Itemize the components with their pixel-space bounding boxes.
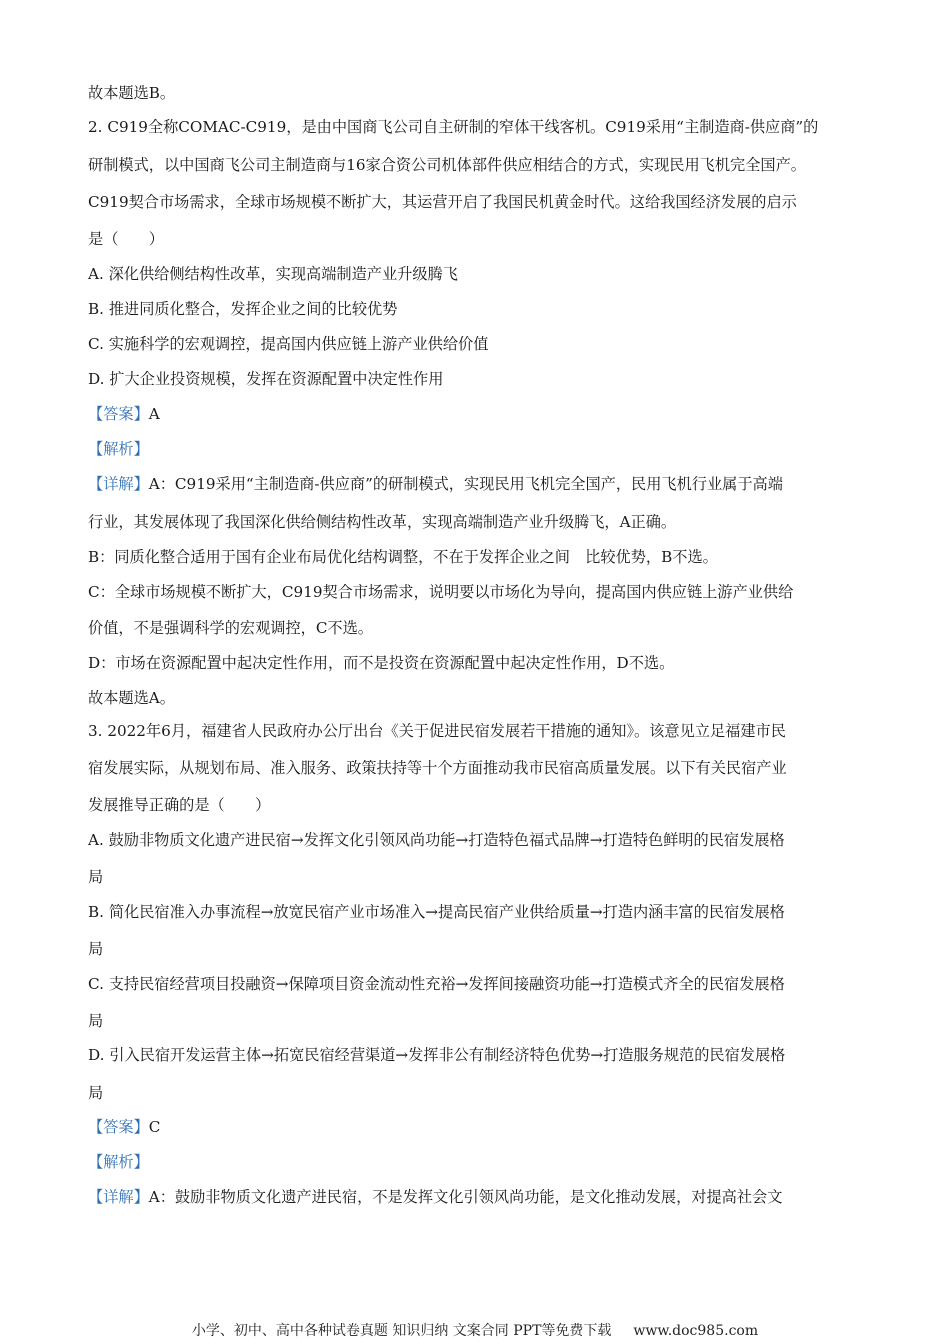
option-a: A. 深化供给侧结构性改革，实现高端制造产业升级腾飞 <box>88 265 458 283</box>
analysis-line <box>88 439 149 459</box>
option-d: D. 引入民宿开发运营主体→拓宽民宿经营渠道→发挥非公有制经济特色优势→打造服务规范的民宿发展格 <box>88 1046 786 1064</box>
option-c: C. 支持民宿经营项目投融资→保障项目资金流动性充裕→发挥间接融资功能→打造模式齐全的民宿发展格 <box>88 975 785 993</box>
detail-line: 【详解】A：C919采用“主制造商-供应商”的研制模式，实现民用飞机完全国产，民用飞机行业属于高端 <box>88 475 783 493</box>
text-line: 故本题选A。 <box>88 689 175 707</box>
text-line: 故本题选B。 <box>88 84 176 102</box>
text-line: D：市场在资源配置中起决定性作用，而不是投资在资源配置中起决定性作用，D不选。 <box>88 654 675 672</box>
detail-tag: 【详解】 <box>88 1188 149 1206</box>
analysis-tag: 【解析】 <box>88 440 149 458</box>
detail-line: 【详解】A：鼓励非物质文化遗产进民宿，不是发挥文化引领风尚功能，是文化推动发展，对提高社会文 <box>88 1188 783 1206</box>
option-c: C. 实施科学的宏观调控，提高国内供应链上游产业供给价值 <box>88 335 489 353</box>
text-line: C919契合市场需求，全球市场规模不断扩大，其运营开启了我国民机黄金时代。这给我国经济发展的启示 <box>88 193 797 211</box>
detail-tag: 【详解】 <box>88 475 149 493</box>
answer-line: 【答案】A <box>88 405 160 423</box>
text-line: 局 <box>88 1012 104 1030</box>
answer-tag: 【答案】 <box>88 405 149 423</box>
question-3-stem: 3. 2022年6月，福建省人民政府办公厅出台《关于促进民宿发展若干措施的通知》。该意见立足福建市民 <box>88 722 786 740</box>
text-line: 价值，不是强调科学的宏观调控，C不选。 <box>88 619 373 637</box>
analysis-tag: 【解析】 <box>88 1153 149 1171</box>
answer-line: 【答案】C <box>88 1118 161 1136</box>
analysis-line <box>88 1152 149 1172</box>
question-2-stem: 2. C919全称COMAC-C919，是由中国商飞公司自主研制的窄体干线客机。C919采用“主制造商-供应商”的 <box>88 118 819 136</box>
page-footer <box>0 1322 950 1340</box>
footer-text: 小学、初中、高中各种试卷真题 知识归纳 文案合同 PPT等免费下载 <box>191 1323 612 1339</box>
text-line: 研制模式，以中国商飞公司主制造商与16家合资公司机体部件供应相结合的方式，实现民用飞机完全国产。 <box>88 156 806 174</box>
text-line: 局 <box>88 868 104 886</box>
text-line: 宿发展实际，从规划布局、准入服务、政策扶持等十个方面推动我市民宿高质量发展。以下有关民宿产业 <box>88 759 787 777</box>
option-a: A. 鼓励非物质文化遗产进民宿→发挥文化引领风尚功能→打造特色福式品牌→打造特色鲜明的民宿发展格 <box>88 831 785 849</box>
text-line: 行业，其发展体现了我国深化供给侧结构性改革，实现高端制造产业升级腾飞，A正确。 <box>88 513 677 531</box>
option-d: D. 扩大企业投资规模，发挥在资源配置中决定性作用 <box>88 370 444 388</box>
text-line: C：全球市场规模不断扩大，C919契合市场需求，说明要以市场化为导向，提高国内供应链上游产业供给 <box>88 583 794 601</box>
footer-url[interactable]: www.doc985.com <box>633 1323 759 1339</box>
text-line: 局 <box>88 940 104 958</box>
option-b: B. 推进同质化整合，发挥企业之间的比较优势 <box>88 300 398 318</box>
text-line: B：同质化整合适用于国有企业布局优化结构调整，不在于发挥企业之间 比较优势，B不选。 <box>88 548 718 566</box>
text-line: 是（ ） <box>88 230 164 248</box>
answer-tag: 【答案】 <box>88 1118 149 1136</box>
option-b: B. 简化民宿准入办事流程→放宽民宿产业市场准入→提高民宿产业供给质量→打造内涵丰富的民宿发展格 <box>88 903 785 921</box>
text-line: 发展推导正确的是（ ） <box>88 796 271 814</box>
text-line: 局 <box>88 1084 104 1102</box>
